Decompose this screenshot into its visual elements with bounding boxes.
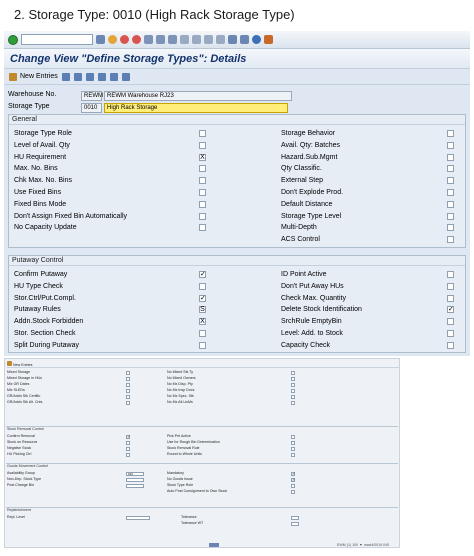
putaway-left-field-checkbox[interactable]: X: [200, 318, 205, 326]
putaway-left-field-checkbox[interactable]: ✓: [200, 294, 206, 302]
general-left-field-checkbox[interactable]: X: [200, 153, 205, 161]
new-entries-label: New Entries: [20, 73, 58, 80]
general-left-field-label: Fixed Bins Mode: [14, 200, 67, 208]
general-left-field-label: Don't Assign Fixed Bin Automatically: [14, 212, 128, 220]
small-new-entries-label[interactable]: New Entries: [13, 363, 33, 367]
goods-left-field[interactable]: 010: [126, 472, 144, 476]
replenishment-right-field[interactable]: [291, 516, 299, 520]
putaway-left-field-label: Split During Putaway: [14, 341, 79, 349]
enter-icon[interactable]: [8, 35, 18, 45]
mixed-field-label: Mix GR Dates: [7, 382, 30, 386]
removal-left-label: HU Picking Ctrl: [7, 452, 32, 456]
replenishment-left-label: Repl. Level: [7, 515, 25, 519]
putaway-left-field-checkbox[interactable]: S: [200, 306, 205, 314]
mixed-field-checkbox[interactable]: [126, 389, 130, 393]
goods-right-checkbox[interactable]: [291, 490, 295, 494]
warehouse-description: REWM Warehouse RJ23: [104, 91, 292, 101]
goods-left-label: Non-Dep. Stock Type: [7, 477, 42, 481]
command-field[interactable]: [21, 34, 93, 45]
removal-left-label: Negative Stock: [7, 446, 32, 450]
back-icon[interactable]: [108, 35, 117, 44]
putaway-left-field-label: HU Type Check: [14, 282, 63, 290]
general-right-field-label: Default Distance: [281, 200, 333, 208]
general-left-field-label: Storage Type Role: [14, 130, 72, 137]
no-mix-field-label: No Mx Spec. Stk: [167, 394, 194, 398]
goods-right-checkbox[interactable]: [291, 484, 295, 488]
replenishment-right-label: Tolerance WT: [181, 521, 204, 525]
general-right-field-checkbox[interactable]: [447, 130, 454, 137]
mixed-field-checkbox[interactable]: [126, 401, 130, 405]
no-mix-field-label: No Mx Insp Docs: [167, 388, 195, 392]
replenishment-right-field[interactable]: [291, 522, 299, 526]
screen-title: Change View "Define Storage Types": Details: [10, 52, 247, 65]
no-mix-field-label: No Mx Disp. Pty: [167, 382, 193, 386]
delete-icon[interactable]: [74, 73, 82, 81]
storage-type-description-field[interactable]: High Rack Storage: [104, 103, 288, 113]
removal-left-checkbox[interactable]: [126, 441, 130, 445]
general-left-field-label: Max. No. Bins: [14, 165, 58, 173]
putaway-right-field-checkbox[interactable]: [447, 330, 454, 337]
general-right-field-label: ACS Control: [281, 236, 320, 244]
goods-right-label: Auto Post Consignment to Own Stock: [167, 489, 228, 493]
new-entries-button[interactable]: [9, 73, 58, 81]
general-right-field-checkbox[interactable]: [447, 224, 454, 231]
mixed-field-checkbox[interactable]: [126, 395, 130, 399]
goods-left-label: Availability Group: [7, 471, 35, 475]
general-right-field-checkbox[interactable]: [447, 177, 454, 184]
screen-title-bar: [4, 49, 470, 69]
putaway-left-field-label: Stor.Ctrl/Put.Compl.: [14, 294, 76, 302]
general-left-field-checkbox[interactable]: [199, 177, 206, 184]
goods-right-label: Mandatory: [167, 471, 184, 475]
warehouse-key-field[interactable]: REWM: [81, 91, 102, 101]
next-page-icon[interactable]: [204, 35, 213, 44]
goods-left-field[interactable]: [126, 484, 144, 488]
application-toolbar: [4, 69, 470, 85]
general-right-field-label: Hazard.Sub.Mgmt: [281, 153, 338, 161]
mixed-field-checkbox[interactable]: [126, 371, 130, 375]
no-mix-field-checkbox[interactable]: [291, 383, 295, 387]
putaway-left-field-checkbox[interactable]: [199, 283, 206, 290]
copy-as-icon[interactable]: [62, 73, 70, 81]
general-right-field-checkbox[interactable]: [447, 236, 454, 243]
removal-left-checkbox[interactable]: [126, 453, 130, 457]
exit-icon[interactable]: [120, 35, 129, 44]
general-right-field-checkbox[interactable]: [447, 189, 454, 196]
putaway-left-field-checkbox[interactable]: [199, 342, 206, 349]
general-left-field-checkbox[interactable]: [199, 130, 206, 137]
general-left-field-checkbox[interactable]: [199, 224, 206, 231]
replenishment-left-field[interactable]: [126, 516, 150, 520]
system-toolbar: [4, 31, 470, 49]
no-mix-field-label: No Mixed Owners: [167, 376, 196, 380]
general-left-field-checkbox[interactable]: [199, 142, 206, 149]
putaway-right-field-checkbox[interactable]: [447, 318, 454, 325]
putaway-section-title: Putaway Control: [9, 256, 465, 266]
small-new-entries-icon[interactable]: [7, 361, 12, 366]
general-right-field-checkbox[interactable]: [447, 165, 454, 172]
goods-right-checkbox[interactable]: ✓: [292, 477, 296, 482]
replenishment-section-title: Replenishment: [6, 507, 398, 513]
no-mix-field-label: No Mx Alt.UoMs: [167, 400, 193, 404]
save-icon[interactable]: [96, 35, 105, 44]
putaway-right-field-label: Capacity Check: [281, 341, 331, 349]
no-mix-field-checkbox[interactable]: [291, 389, 295, 393]
removal-right-checkbox[interactable]: [291, 435, 295, 439]
removal-left-checkbox[interactable]: ✓: [127, 434, 131, 439]
help-icon[interactable]: [252, 35, 261, 44]
general-right-field-label: Storage Behavior: [281, 130, 336, 137]
putaway-right-field-label: Delete Stock Identification: [281, 306, 362, 314]
first-page-icon[interactable]: [180, 35, 189, 44]
no-mix-field-checkbox[interactable]: [291, 371, 295, 375]
putaway-right-field-checkbox[interactable]: [447, 283, 454, 290]
general-section-title: General: [9, 115, 465, 125]
general-right-field-label: Qty Classific.: [281, 165, 322, 173]
removal-left-checkbox[interactable]: [126, 447, 130, 451]
general-left-field-label: Chk Max. No. Bins: [14, 177, 72, 185]
mixed-field-checkbox[interactable]: [126, 383, 130, 387]
no-mix-field-label: No Mixed Stk Ty: [167, 370, 194, 374]
warehouse-label: Warehouse No.: [8, 91, 57, 98]
removal-right-checkbox[interactable]: [291, 447, 295, 451]
removal-right-label: Use for Rough Bin Determination: [167, 440, 220, 444]
general-left-field-label: Level of Avail. Qty: [14, 141, 70, 149]
goods-right-label: No Goods Issue: [167, 477, 193, 481]
find-next-icon[interactable]: [168, 35, 177, 44]
storage-type-key-field[interactable]: 0010: [81, 103, 102, 113]
layout-icon[interactable]: [264, 35, 273, 44]
general-right-field-label: External Step: [281, 177, 324, 185]
replenishment-right-label: Tolerance: [181, 515, 197, 519]
general-right-field-checkbox[interactable]: [447, 154, 454, 161]
removal-right-label: Pick Pnt Active: [167, 434, 191, 438]
general-right-field-label: Don't Explode Prod.: [281, 189, 344, 196]
general-right-field-checkbox[interactable]: [447, 201, 454, 208]
general-left-field-checkbox[interactable]: [199, 165, 206, 172]
stock-removal-section-title: Stock Removal Control: [6, 426, 398, 432]
find-icon[interactable]: [156, 35, 165, 44]
sap-logo-icon: [209, 543, 219, 547]
general-right-field-label: Multi-Depth: [281, 224, 317, 232]
page-heading: 2. Storage Type: 0010 (High Rack Storage Type): [14, 7, 295, 22]
mixed-field-label: Mixed Storage in HUs: [7, 376, 42, 380]
removal-right-label: Round to Whole Units: [167, 452, 202, 456]
general-left-field-checkbox[interactable]: [199, 189, 206, 196]
mixed-field-label: Mixed Storage: [7, 370, 31, 374]
goods-right-checkbox[interactable]: ✓: [292, 471, 296, 476]
general-right-field-checkbox[interactable]: [447, 213, 454, 220]
putaway-right-field-label: Check Max. Quantity: [281, 294, 346, 302]
general-left-field-checkbox[interactable]: [199, 201, 206, 208]
removal-left-label: Confirm Removal: [7, 434, 35, 438]
putaway-right-field-label: ID Point Active: [281, 271, 327, 278]
shortcut-icon[interactable]: [240, 35, 249, 44]
putaway-left-field-label: Putaway Rules: [14, 306, 61, 314]
putaway-left-field-label: Confirm Putaway: [14, 271, 68, 278]
general-section: [8, 114, 466, 248]
new-entries-icon: [9, 73, 17, 81]
print-icon[interactable]: [144, 35, 153, 44]
putaway-right-field-checkbox[interactable]: [447, 295, 454, 302]
removal-right-label: Stock Removal Rule: [167, 446, 200, 450]
no-mix-field-checkbox[interactable]: [291, 401, 295, 405]
no-mix-field-checkbox[interactable]: [291, 395, 295, 399]
no-mix-field-checkbox[interactable]: [291, 377, 295, 381]
putaway-left-field-label: Addn.Stock Forbidden: [14, 318, 84, 326]
last-page-icon[interactable]: [216, 35, 225, 44]
putaway-right-field-checkbox[interactable]: ✓: [448, 306, 454, 314]
mixed-field-label: GR/Addn Stk Alt. Cnts.: [7, 400, 44, 404]
general-left-field-label: HU Requirement: [14, 153, 67, 161]
undo-change-icon[interactable]: [86, 73, 94, 81]
general-right-field-label: Avail. Qty: Batches: [281, 141, 341, 149]
putaway-section: [8, 255, 466, 353]
goods-left-field[interactable]: [126, 478, 144, 482]
status-bar: EWM (1) 100 ▼ mwd4/0019 INS: [337, 543, 390, 547]
putaway-right-field-checkbox[interactable]: [447, 342, 454, 349]
putaway-right-field-checkbox[interactable]: [447, 271, 454, 278]
putaway-right-field-label: SrchRule EmptyBin: [281, 318, 342, 326]
putaway-left-field-checkbox[interactable]: [199, 330, 206, 337]
general-right-field-label: Storage Type Level: [281, 212, 342, 220]
putaway-right-field-label: Don't Put Away HUs: [281, 282, 344, 290]
storage-type-label: Storage Type: [8, 103, 50, 110]
putaway-left-field-checkbox[interactable]: ✓: [200, 271, 206, 278]
goods-movement-section-title: Goods Movement Control: [6, 463, 398, 469]
select-all-icon[interactable]: [122, 73, 130, 81]
goods-right-label: Stock Type Role: [167, 483, 194, 487]
previous-page-icon[interactable]: [192, 35, 201, 44]
removal-right-checkbox[interactable]: [291, 441, 295, 445]
stock-removal-screen: [4, 358, 400, 548]
small-toolbar: [7, 361, 399, 368]
general-left-field-label: Use Fixed Bins: [14, 189, 62, 196]
sap-window: [4, 31, 470, 356]
general-left-field-label: No Capacity Update: [14, 224, 77, 232]
general-left-field-checkbox[interactable]: [199, 213, 206, 220]
mixed-field-checkbox[interactable]: [126, 377, 130, 381]
general-right-field-checkbox[interactable]: [447, 142, 454, 149]
removal-right-checkbox[interactable]: [291, 453, 295, 457]
new-session-icon[interactable]: [228, 35, 237, 44]
mixed-field-label: GR/Addn Stk Certific.: [7, 394, 42, 398]
cancel-icon[interactable]: [132, 35, 141, 44]
removal-left-label: Stock on Resource: [7, 440, 38, 444]
putaway-left-field-label: Stor. Section Check: [14, 330, 76, 337]
next-entry-icon[interactable]: [110, 73, 118, 81]
previous-entry-icon[interactable]: [98, 73, 106, 81]
goods-left-label: Post.Change Bin: [7, 483, 34, 487]
putaway-right-field-label: Level: Add. to Stock: [281, 330, 343, 337]
mixed-field-label: Mix SLEDs: [7, 388, 25, 392]
